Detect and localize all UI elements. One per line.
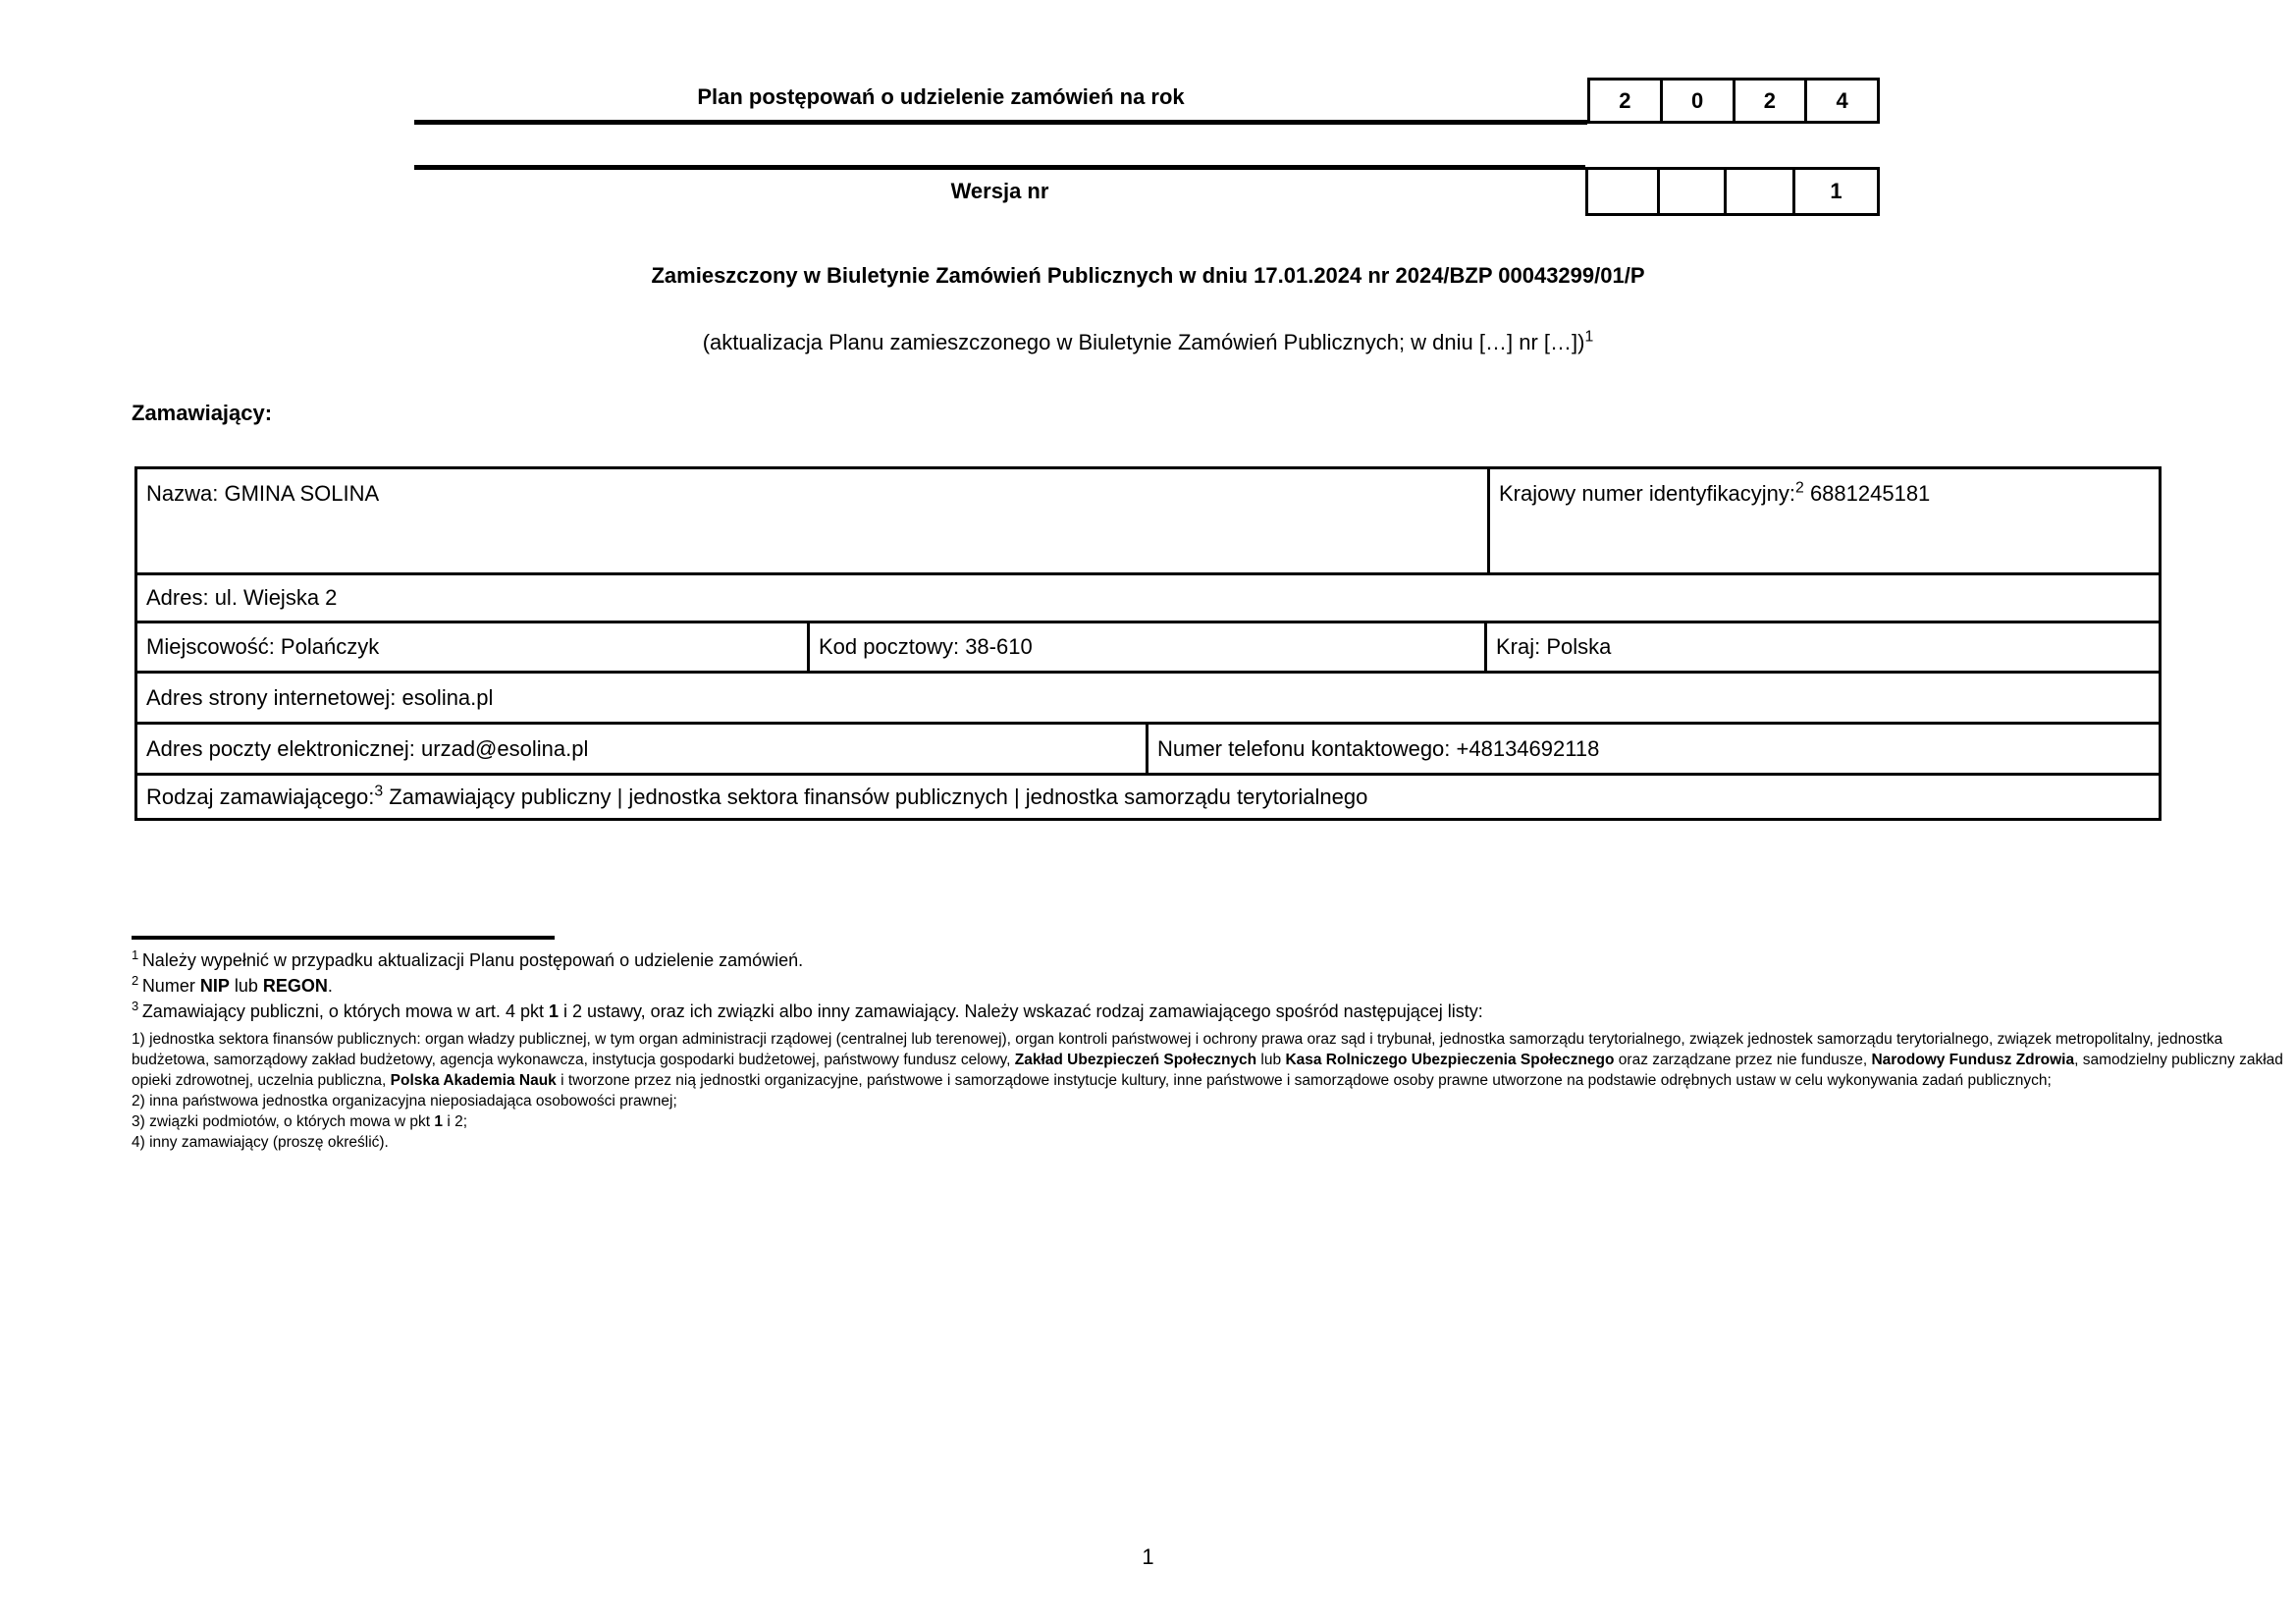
year-digit-box: 0 [1660,81,1733,121]
version-digit-box [1588,170,1657,213]
section-heading-zamawiajacy: Zamawiający: [132,401,273,425]
table-row [137,621,2159,671]
page-number: 1 [1142,1544,1154,1569]
year-boxes [1587,78,1880,124]
cell-krajowy-numer: Krajowy numer identyfikacyjny:$^2$ 6881245181 [1487,469,2159,572]
zamawiajacy-table [134,466,2162,821]
year-digit-box: 2 [1619,87,1631,113]
table-row [137,572,2159,621]
footnote-list-line: opieki zdrowotnej, uczelnia publiczna, Polska Akademia Nauk i tworzone przez nią jednostki organizacyjne, państwowe i samorządowe instytucje kultury, inne państwowe i samorządowe osoby prawne utworzone na podstawie odrębnych ustaw w celu wykonywania zadań publicznych; [132,1072,2052,1089]
version-boxes [1585,167,1880,216]
version-digit-box [1724,170,1792,213]
table-row [137,773,2159,818]
cell-nazwa: Nazwa: GMINA SOLINA [146,481,380,506]
cell-kod-pocztowy: Kod pocztowy: 38-610 [807,623,1484,671]
footnote-list-line: 1) jednostka sektora finansów publicznych: organ władzy publicznej, w tym organ administracji rządowej (centralnej lub terenowej), organ kontroli państwowej i ochrony prawa oraz sąd i trybunał, jednostka samorządu terytorialnego, związek jednostek samorządu terytorialnego, związek metropolitalny, jednostka [132,1031,2223,1048]
cell-telefon: Numer telefonu kontaktowego: +48134692118 [1146,725,2159,773]
footnote-list-line: 2) inna państwowa jednostka organizacyjna nieposiadająca osobowości prawnej; [132,1093,677,1109]
footnote-2: $^2$ Numer NIP lub REGON. [132,973,333,996]
cell-adres: Adres: ul. Wiejska 2 [146,585,338,610]
version-overline [414,165,1585,170]
year-digit-box: 4 [1804,81,1877,121]
footnote-1: $^1$ Należy wypełnić w przypadku aktualizacji Planu postępowań o udzielenie zamówień. [132,947,804,970]
table-row [137,469,2159,572]
update-line: (aktualizacja Planu zamieszczonego w Biuletynie Zamówień Publicznych; w dniu […] nr […])$^1$ [702,328,1594,354]
version-digit-box: 1 [1792,170,1877,213]
version-label: Wersja nr [950,179,1049,203]
footnote-list-line: budżetowa, samorządowy zakład budżetowy, agencja wykonawcza, instytucja gospodarki budżetowej, państwowy fundusz celowy, Zakład Ubezpieczeń Społecznych lub Kasa Rolniczego Ubezpieczenia Społecznego oraz zarządzane przez nie fundusze, Narodowy Fundusz Zdrowia, samodzielny publiczny zakład [132,1052,2283,1068]
footnote-3: $^3$ Zamawiający publiczni, o których mowa w art. 4 pkt 1 i 2 ustawy, oraz ich związki albo inny zamawiający. Należy wskazać rodzaj zamawiającego spośród następującej listy: [132,999,1483,1021]
plan-title: Plan postępowań o udzielenie zamówień na rok [697,84,1185,109]
cell-miejscowosc: Miejscowość: Polańczyk [146,634,380,659]
title-underline [414,120,1587,125]
version-digit-box [1657,170,1724,213]
published-line: Zamieszczony w Biuletynie Zamówień Publicznych w dniu 17.01.2024 nr 2024/BZP 00043299/01/P [651,263,1645,288]
footnote-separator [132,936,555,940]
table-row [137,722,2159,773]
cell-kraj: Kraj: Polska [1484,623,2159,671]
footnote-3-list [132,1029,2291,1153]
year-digit-box: 2 [1733,81,1805,121]
footnote-list-line: 3) związki podmiotów, o których mowa w pkt 1 i 2; [132,1113,467,1130]
table-row [137,671,2159,722]
cell-adres-www: Adres strony internetowej: esolina.pl [146,684,494,710]
cell-rodzaj-zamawiajacego: Rodzaj zamawiającego:$^3$ Zamawiający publiczny | jednostka sektora finansów publicznych | jednostka samorządu terytorialnego [146,783,1368,809]
cell-adres-email: Adres poczty elektronicznej: urzad@esolina.pl [146,735,589,761]
footnote-list-line: 4) inny zamawiający (proszę określić). [132,1134,389,1151]
